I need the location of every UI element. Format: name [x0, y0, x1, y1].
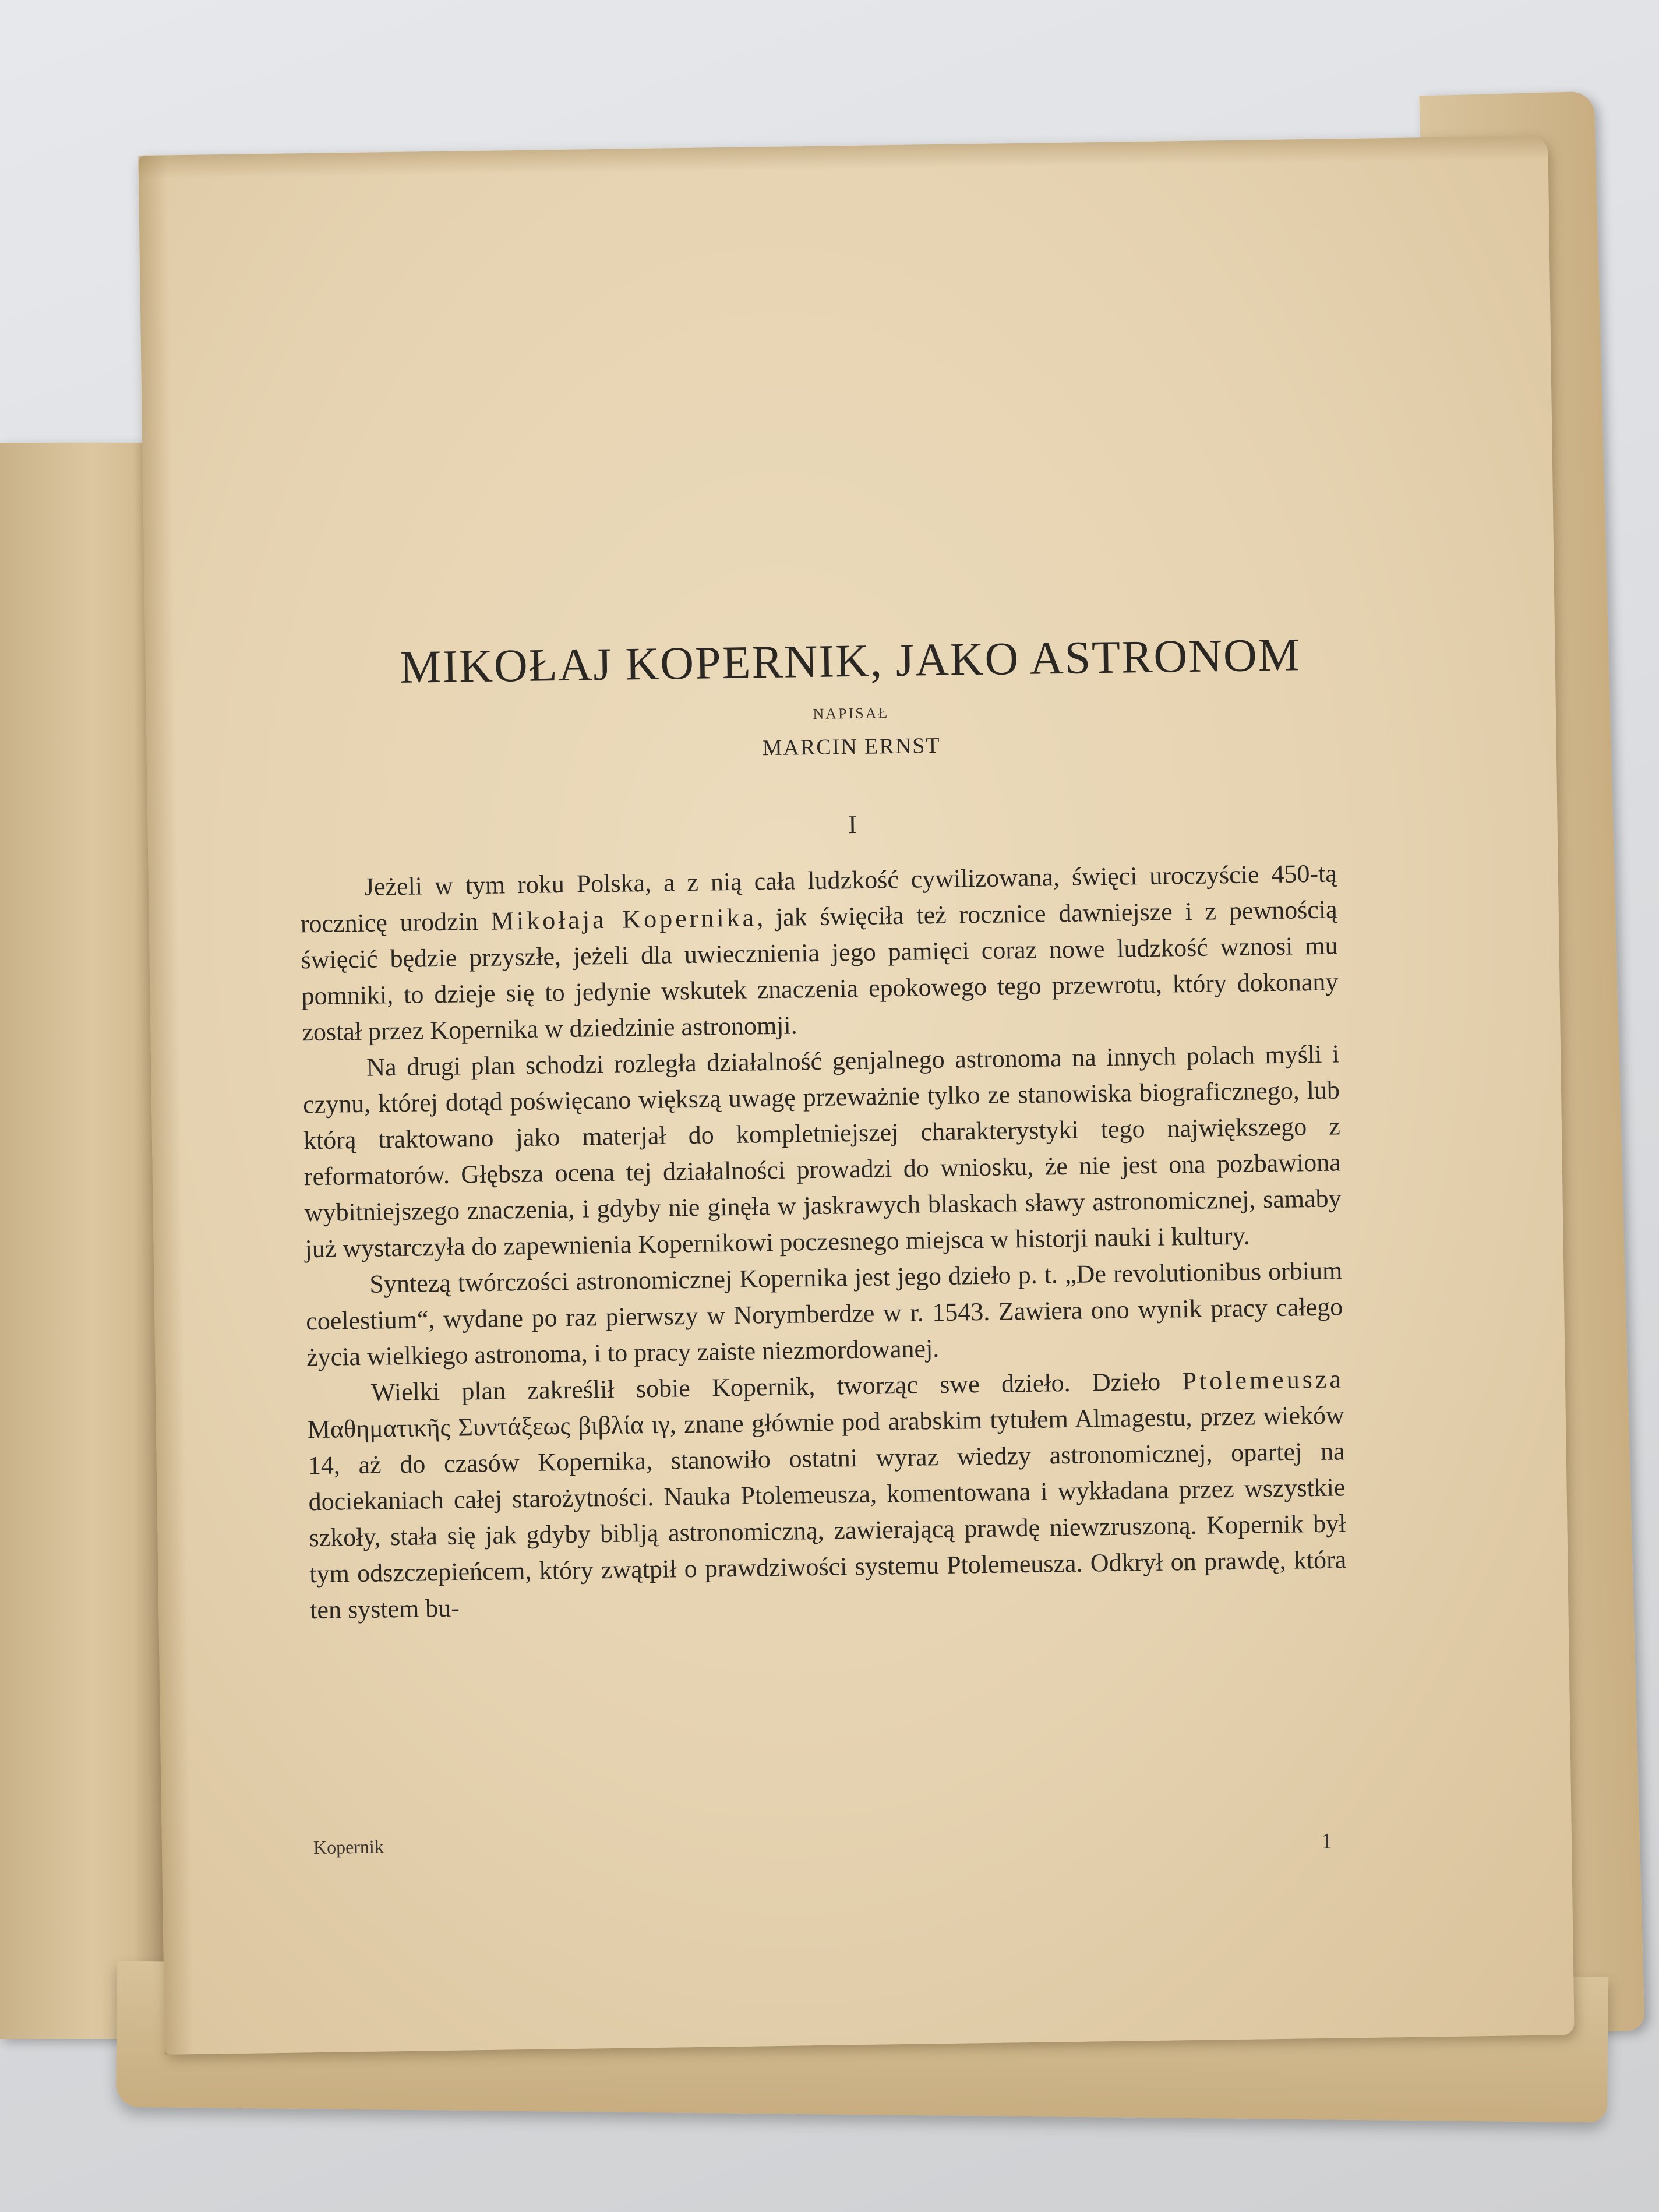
document-page: [138, 136, 1574, 2054]
footer-signature-mark: Kopernik: [313, 1836, 384, 1858]
body-text: [300, 855, 1347, 1628]
section-numeral: I: [848, 810, 857, 839]
byline-label: NAPISAŁ: [813, 704, 889, 722]
author-name: MARCIN ERNST: [762, 733, 941, 761]
paragraph-1: Jeżeli w tym roku Polska, a z nią cała ludzkość cywilizowana, święci uroczyście 450-tą rocznicę urodzin Mikołaja Kopernika, jak święciła też rocznice dawniejsze i z pewnością święcić będzie przyszłe, jeżeli dla uwiecznienia jego pamięci coraz nowe ludzkość wznosi mu pomniki, to dzieje się to jedynie wskutek znaczenia epokowego tego przewrotu, który dokonany został przez Kopernika w dziedzinie astronomji.: [300, 859, 1339, 1047]
paragraph-4: Wielki plan zakreślił sobie Kopernik, tworząc swe dzieło. Dzieło Ptolemeusza Μαθηματικῆς Συντάξεως βιβλία ιγ, znane głównie pod arabskim tytułem Almagestu, przez wieków 14, aż do czasów Kopernika, stanowiło ostatni wyraz wiedzy astronomicznej, opartej na dociekaniach całej starożytności. Nauka Ptolemeusza, komentowana i wykładana przez wszystkie szkoły, stała się jak gdyby biblją astronomiczną, zawierającą prawdę niewzruszoną. Kopernik był tym odszczepieńcem, który zwątpił o prawdziwości systemu Ptolemeusza. Odkrył on prawdę, która ten system bu-: [307, 1364, 1347, 1625]
spaced-emphasis: Ptolemeusza: [1182, 1364, 1344, 1396]
spaced-emphasis: Mikołaja Kopernika: [490, 903, 757, 936]
page-number: 1: [1321, 1829, 1333, 1854]
paragraph-2: Na drugi plan schodzi rozległa działalność genjalnego astronoma na innych polach myśli i czynu, której dotąd poświęcano większą uwagę przeważnie tylko ze stanowiska biograficznego, lub którą traktowano jako materjał do kompletniejszej charakterystyki tego największego z reformatorów. Głębsza ocena tej działalności prowadzi do wniosku, że nie jest ona pozbawiona wybitniejszego znaczenia, i gdyby nie ginęła w jaskrawych blaskach sławy astronomicznej, samaby już wystarczyła do zapewnienia Kopernikowi poczesnego miejsca w historji nauki i kultury.: [302, 1039, 1342, 1264]
document-title: MIKOŁAJ KOPERNIK, JAKO ASTRONOM: [399, 629, 1301, 693]
paragraph-3: Syntezą twórczości astronomicznej Kopernika jest jego dzieło p. t. „De revolutionibus orbium coelestium“, wydane po raz pierwszy w Norymberdze w r. 1543. Zawiera ono wynik pracy całego życia wielkiego astronoma, i to pracy zaiste niezmordowanej.: [305, 1256, 1343, 1372]
